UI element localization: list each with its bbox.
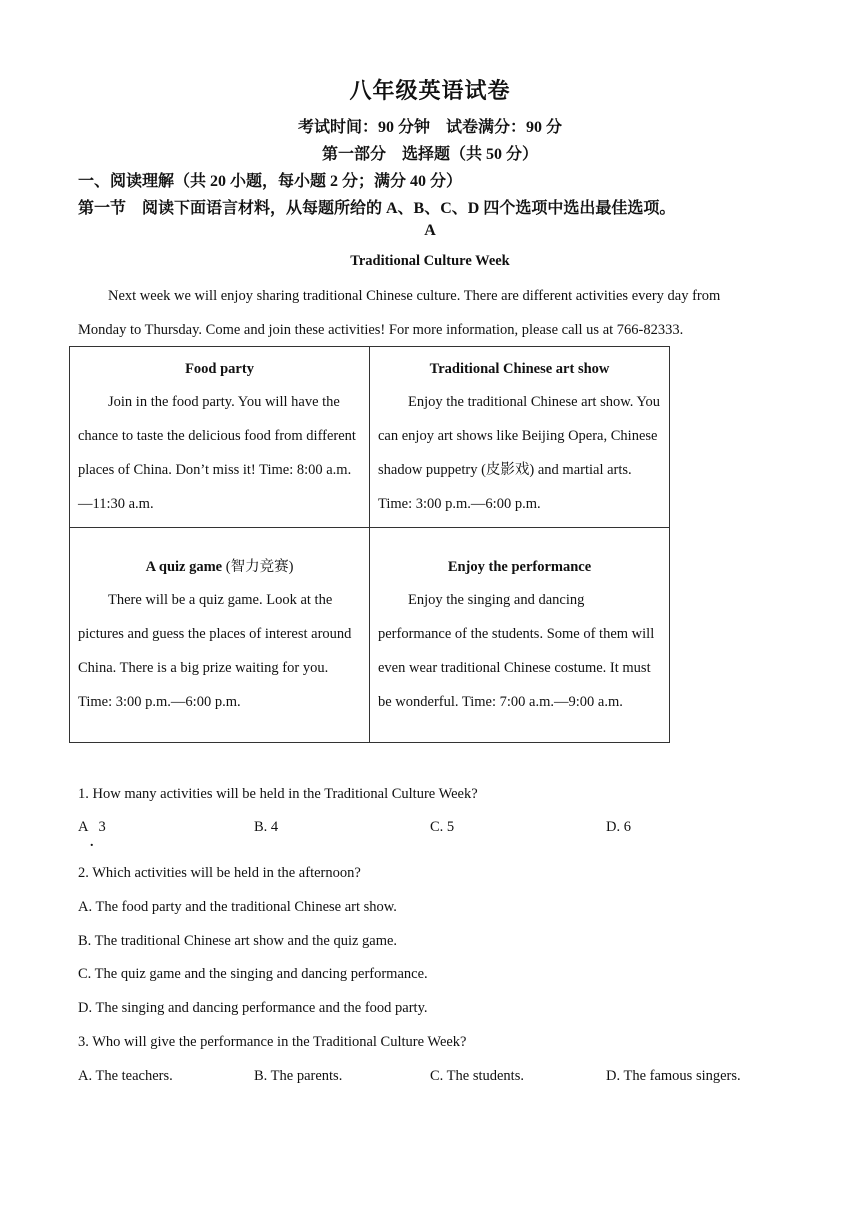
activity-cell-quiz-game (70, 528, 370, 743)
table-row (70, 528, 670, 743)
activity-heading (78, 551, 361, 585)
activities-table (69, 346, 670, 743)
option-d[interactable]: D. The singing and dancing performance and the food party. (78, 1000, 428, 1016)
option-b[interactable]: B. 4 (254, 819, 279, 835)
question-stem: 2. Which activities will be held in the afternoon? (78, 865, 361, 881)
activity-heading-text: A quiz game (145, 558, 223, 575)
question-stem: 3. Who will give the performance in the Traditional Culture Week? (78, 1034, 467, 1050)
option-c[interactable]: C. The quiz game and the singing and dancing performance. (78, 966, 428, 982)
activity-body: Join in the food party. You will have the chance to taste the delicious food from different places of China. Don’t miss it! Time: 8:00 a.m.—11:30 a.m. (78, 394, 356, 512)
activity-heading: Traditional Chinese art show (429, 360, 610, 377)
question-stem: 1. How many activities will be held in the Traditional Culture Week? (78, 786, 478, 802)
option-a[interactable]: A 3 (78, 819, 106, 835)
section-heading: 一、阅读理解（共 20 小题，每小题 2 分；满分 40 分） (78, 173, 463, 190)
passage-intro: Next week we will enjoy sharing traditional Chinese culture. There are different activities every day from Monday to Thursday. Come and join these activities! For more information, please call us at 766-82333. (78, 288, 721, 338)
option-d[interactable]: D. The famous singers. (606, 1068, 741, 1084)
activity-body: Enjoy the traditional Chinese art show. You can enjoy art shows like Beijing Opera, Chinese shadow puppetry (皮影戏) and martial arts. Time: 3:00 p.m.—6:00 p.m. (378, 394, 660, 512)
passage-letter: A (424, 222, 436, 239)
option-b[interactable]: B. The parents. (254, 1068, 343, 1084)
activity-cell-performance (370, 528, 670, 743)
activity-heading: Enjoy the performance (447, 558, 592, 575)
activity-cell-food-party (70, 347, 370, 528)
activity-body: Enjoy the singing and dancing performance of the students. Some of them will even wear traditional Chinese costume. It must be wonderful. Time: 7:00 a.m.—9:00 a.m. (378, 592, 655, 710)
option-a[interactable]: A. The food party and the traditional Chinese art show. (78, 899, 397, 915)
table-row (70, 347, 670, 528)
passage-title: Traditional Culture Week (350, 253, 510, 269)
option-b[interactable]: B. The traditional Chinese art show and the quiz game. (78, 933, 398, 949)
option-c[interactable]: C. 5 (430, 819, 455, 835)
option-dot-mark: . (90, 835, 94, 850)
option-d[interactable]: D. 6 (606, 819, 631, 835)
exam-info: 考试时间：90 分钟 试卷满分：90 分 (297, 119, 562, 136)
exam-title: 八年级英语试卷 (349, 78, 511, 103)
activity-cell-art-show (370, 347, 670, 528)
option-c[interactable]: C. The students. (430, 1068, 524, 1084)
option-a[interactable]: A. The teachers. (78, 1068, 173, 1084)
activity-heading-note: (智力竞赛) (222, 558, 294, 575)
subsection-heading: 第一节 阅读下面语言材料，从每题所给的 A、B、C、D 四个选项中选出最佳选项。 (78, 200, 676, 217)
activity-heading: Food party (185, 360, 254, 377)
part-heading: 第一部分 选择题（共 50 分） (321, 146, 538, 163)
activity-body: There will be a quiz game. Look at the pictures and guess the places of interest around China. There is a big prize waiting for you. Time: 3:00 p.m.—6:00 p.m. (78, 592, 352, 710)
